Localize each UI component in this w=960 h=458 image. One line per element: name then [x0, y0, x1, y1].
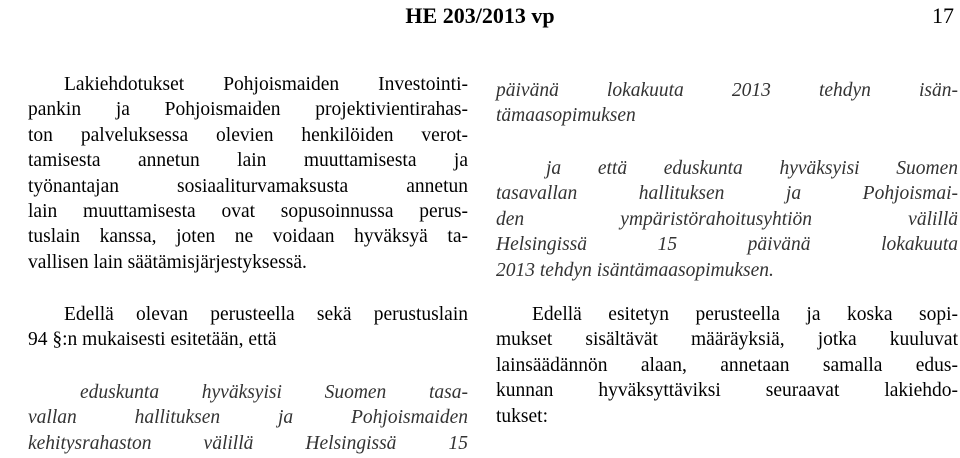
text-line: tamisesta annetun lain muuttamisesta ja	[28, 150, 468, 172]
text-line: mukset sisältävät määräyksiä, jotka kuuluvat	[496, 329, 958, 351]
right-column-paragraph-3	[496, 302, 958, 429]
text-line: Edellä esitetyn perusteella ja koska sopi-	[532, 304, 958, 325]
left-column-quote	[28, 380, 468, 456]
quote-line: eduskunta hyväksyisi Suomen tasa-	[80, 382, 468, 403]
quote-line: tämaasopimuksen	[496, 105, 636, 127]
text-line: ton palveluksessa olevien henkilöiden verot-	[28, 124, 468, 146]
text-line: Lakiehdotukset Pohjoismaiden Investointi-	[64, 74, 468, 95]
right-column-quote-continued	[496, 78, 958, 129]
right-column-quote-2	[496, 156, 958, 283]
text-line: 94 §:n mukaisesti esitetään, että	[28, 329, 277, 351]
text-line: Edellä olevan perusteella sekä perustuslain	[64, 304, 468, 325]
text-line: lainsäädännön alaan, annetaan samalla edus-	[496, 354, 958, 376]
left-column-paragraph-1	[28, 72, 468, 275]
left-column-paragraph-2	[28, 302, 468, 353]
text-line: tukset:	[496, 405, 548, 427]
document-header-title: HE 203/2013 vp	[405, 3, 555, 28]
quote-line: den ympäristörahoitusyhtiön välillä	[496, 208, 958, 230]
quote-line: kehitysrahaston välillä Helsingissä 15	[28, 432, 468, 454]
quote-line: Helsingissä 15 päivänä lokakuuta	[496, 234, 958, 256]
text-line: vallisen lain säätämisjärjestyksessä.	[28, 251, 307, 273]
text-line: kunnan hyväksyttäviksi seuraavat lakiehdo-	[496, 380, 958, 402]
quote-line: ja että eduskunta hyväksyisi Suomen	[546, 158, 958, 179]
quote-line: päivänä lokakuuta 2013 tehdyn isän-	[496, 80, 958, 101]
text-line: tuslain kanssa, joten ne voidaan hyväksyä ta-	[28, 226, 468, 248]
quote-line: 2013 tehdyn isäntämaasopimuksen.	[496, 259, 774, 281]
quote-line: vallan hallituksen ja Pohjoismaiden	[28, 407, 468, 429]
page-number: 17	[932, 3, 954, 28]
text-line: pankin ja Pohjoismaiden projektivientirahas-	[28, 99, 468, 121]
text-line: lain muuttamisesta ovat sopusoinnussa perus-	[28, 201, 468, 223]
text-line: työnantajan sosiaaliturvamaksusta annetun	[28, 175, 468, 197]
quote-line: tasavallan hallituksen ja Pohjoismai-	[496, 183, 958, 205]
